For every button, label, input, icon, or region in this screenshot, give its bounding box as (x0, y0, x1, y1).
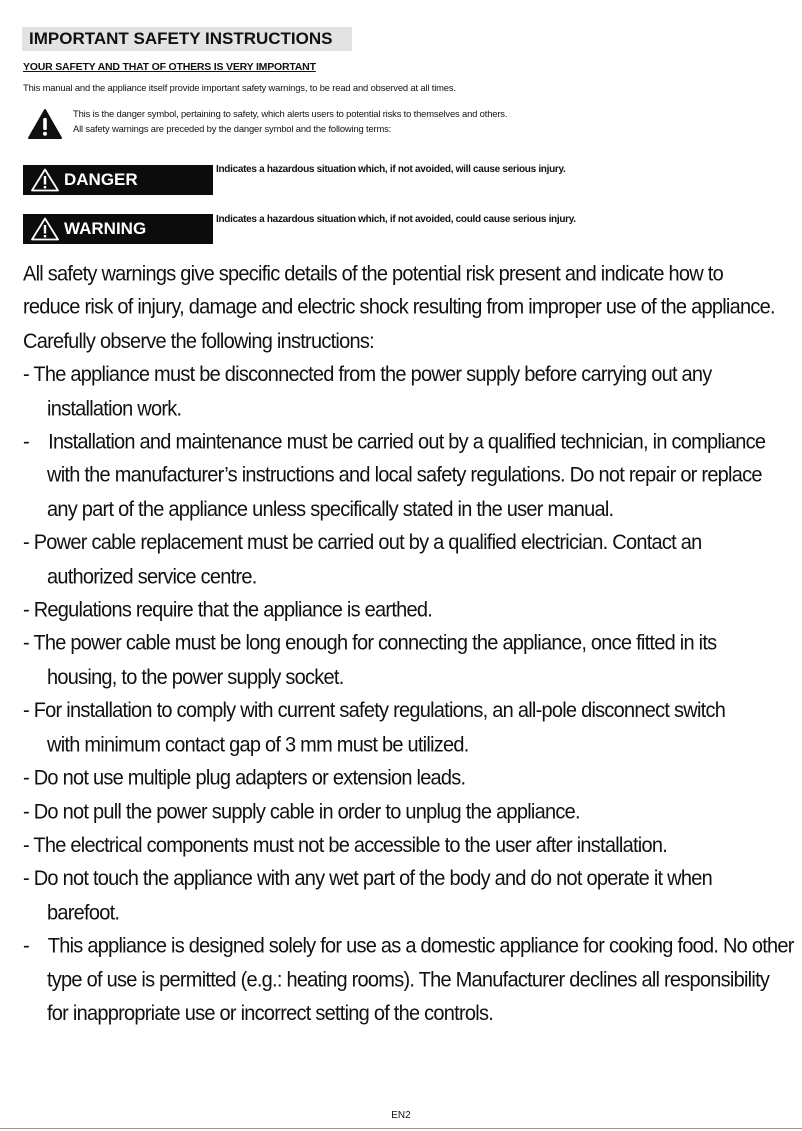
instruction-item: - Power cable replacement must be carried out by a qualified electrician. Contact an authorized service centre. (23, 531, 702, 589)
page-number: EN2 (391, 1110, 411, 1121)
instruction-item: - Regulations require that the appliance is earthed. (23, 598, 433, 622)
instruction-item: - The electrical components must not be accessible to the user after installation. (23, 833, 668, 858)
instruction-item: - This appliance is designed solely for use as a domestic appliance for cooking food. No other type of use is permitted (e.g.: heating rooms). The Manufacturer declines all responsibility for inappropriate use or incorrect setting of the controls. (23, 934, 794, 1026)
instruction-item: - The appliance must be disconnected from the power supply before carrying out any installation work. (23, 363, 712, 421)
instruction-item: - The power cable must be long enough for connecting the appliance, once fitted in its housing, to the power supply socket. (23, 631, 717, 690)
safety-instructions-body (23, 258, 794, 1031)
subheading: YOUR SAFETY AND THAT OF OTHERS IS VERY IMPORTANT (23, 61, 316, 73)
intro-text: This manual and the appliance itself provide important safety warnings, to be read and observed at all times. (23, 82, 456, 93)
warning-description: Indicates a hazardous situation which, if not avoided, could cause serious injury. (216, 214, 576, 225)
instruction-item: - Installation and maintenance must be carried out by a qualified technician, in compliance with the manufacturer’s instructions and local safety regulations. Do not repair or replace any part of the appliance unless specifically stated in the user manual. (23, 430, 766, 522)
danger-symbol-description (73, 106, 507, 136)
page-bottom-divider (0, 1128, 802, 1129)
danger-label-text: DANGER (64, 170, 138, 189)
danger-symbol-line: This is the danger symbol, pertaining to safety, which alerts users to potential risks to themselves and others. (73, 108, 508, 119)
warning-triangle-icon (31, 217, 59, 241)
instruction-item: - Do not touch the appliance with any wet part of the body and do not operate it when barefoot. (23, 867, 712, 925)
body-intro-line: reduce risk of injury, damage and electric shock resulting from improper use of the appliance. (23, 295, 775, 320)
warning-triangle-icon (28, 108, 62, 140)
instruction-item: - For installation to comply with current safety regulations, an all-pole disconnect switch with minimum contact gap of 3 mm must be utilized. (23, 699, 726, 757)
warning-label-text: WARNING (64, 219, 147, 238)
warning-label (23, 214, 213, 244)
warning-triangle-icon (31, 168, 59, 192)
instruction-list (23, 359, 794, 1031)
body-intro-line: All safety warnings give specific details of the potential risk present and indicate how to (23, 262, 723, 286)
instruction-item: - Do not use multiple plug adapters or extension leads. (23, 766, 466, 790)
danger-label (23, 165, 213, 195)
instruction-item: - Do not pull the power supply cable in order to unplug the appliance. (23, 799, 580, 824)
danger-symbol-line: All safety warnings are preceded by the danger symbol and the following terms: (73, 123, 392, 134)
body-intro-line: Carefully observe the following instructions: (23, 329, 374, 354)
page-title: IMPORTANT SAFETY INSTRUCTIONS (22, 27, 352, 51)
danger-description: Indicates a hazardous situation which, if not avoided, will cause serious injury. (216, 164, 566, 175)
